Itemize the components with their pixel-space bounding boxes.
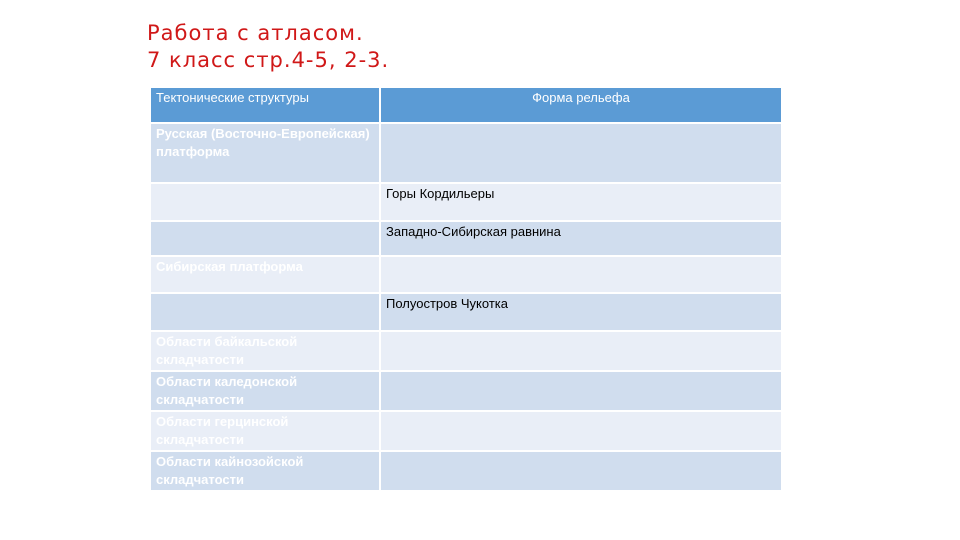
header-tectonic-structures: Тектонические структуры [151, 88, 380, 123]
structure-cell[interactable] [151, 221, 380, 256]
slide-title [147, 20, 389, 74]
relief-cell[interactable] [380, 256, 781, 293]
table-row [151, 183, 781, 221]
table-row [151, 221, 781, 256]
relief-cell[interactable] [380, 331, 781, 371]
relief-cell[interactable]: Западно-Сибирская равнина [380, 221, 781, 256]
atlas-table [151, 88, 781, 492]
table-row [151, 123, 781, 183]
relief-cell[interactable] [380, 451, 781, 491]
relief-cell[interactable]: Горы Кордильеры [380, 183, 781, 221]
header-relief-form: Форма рельефа [380, 88, 781, 123]
table-row [151, 293, 781, 331]
structure-cell[interactable]: Русская (Восточно-Европейская) платформа [151, 123, 380, 183]
slide-title-line-1: Работа с атласом. [147, 21, 364, 45]
table-row [151, 411, 781, 451]
structure-cell[interactable]: Сибирская платформа [151, 256, 380, 293]
structure-cell[interactable]: Области каледонской складчатости [151, 371, 380, 411]
table-row [151, 256, 781, 293]
structure-cell[interactable] [151, 183, 380, 221]
structure-cell[interactable]: Области герцинской складчатости [151, 411, 380, 451]
structure-cell[interactable] [151, 293, 380, 331]
structure-cell[interactable]: Области байкальской складчатости [151, 331, 380, 371]
relief-cell[interactable] [380, 411, 781, 451]
table-row [151, 331, 781, 371]
relief-cell[interactable] [380, 371, 781, 411]
table-row [151, 371, 781, 411]
structure-cell[interactable]: Области кайнозойской складчатости [151, 451, 380, 491]
relief-cell[interactable] [380, 123, 781, 183]
relief-cell[interactable]: Полуостров Чукотка [380, 293, 781, 331]
slide-title-line-2: 7 класс стр.4-5, 2-3. [147, 48, 390, 72]
table-header-row [151, 88, 781, 123]
table-row [151, 451, 781, 491]
